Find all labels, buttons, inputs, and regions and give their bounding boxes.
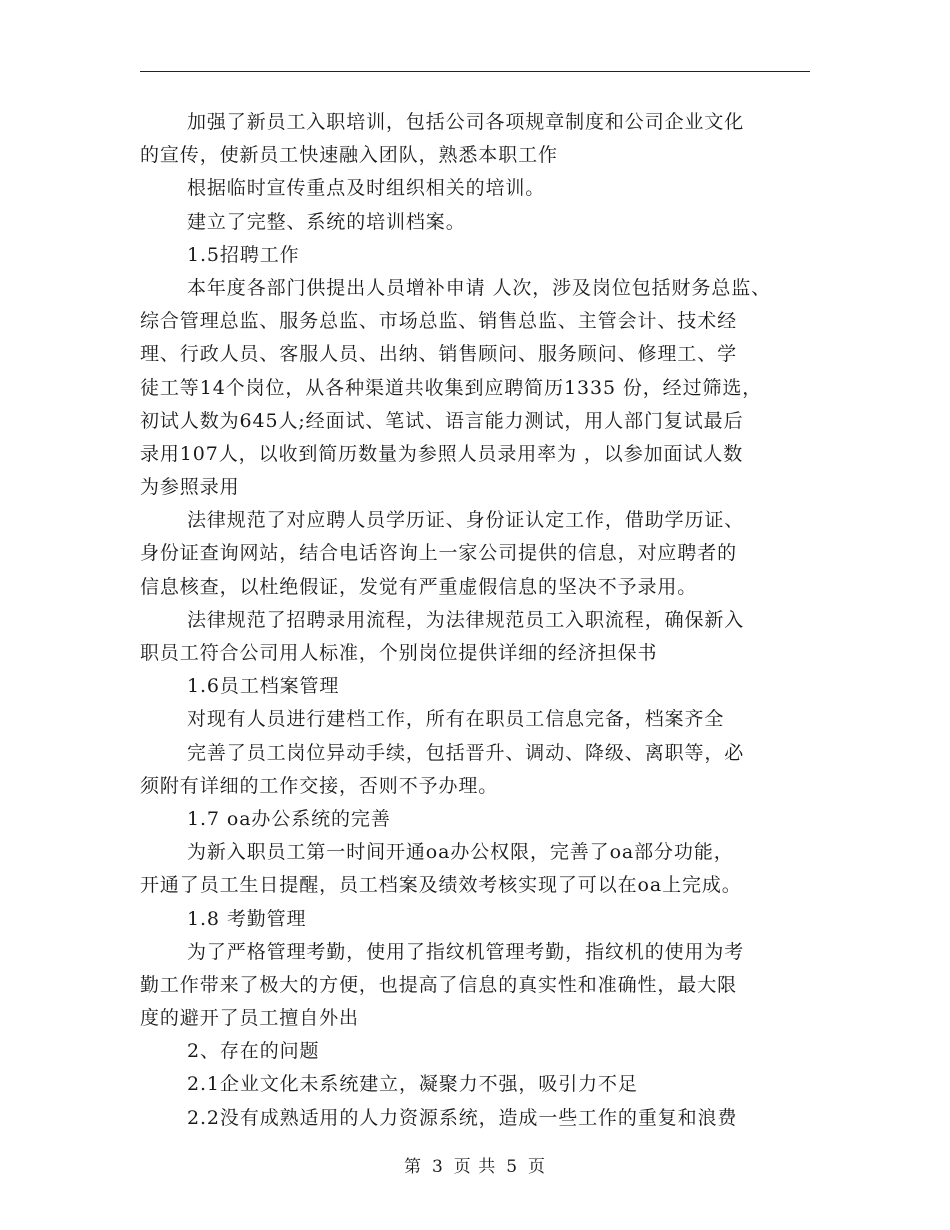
text-line: 1.7 oa办公系统的完善 xyxy=(187,807,391,830)
text-line: 综合管理总监、服务总监、市场总监、销售总监、主管会计、技术经 xyxy=(140,310,738,333)
text-line: 加强了新员工入职培训，包括公司各项规章制度和公司企业文化 xyxy=(187,111,745,133)
text-line: 法律规范了对应聘人员学历证、身份证认定工作，借助学历证、 xyxy=(187,509,745,532)
footer-mid: 页 共 xyxy=(453,1157,497,1177)
text-line: 徒工等14个岗位，从各种渠道共收集到应聘简历1335 份，经过筛选， xyxy=(140,376,763,399)
header-rule xyxy=(140,71,810,72)
page-footer xyxy=(0,1152,950,1177)
text-line: 1.5招聘工作 xyxy=(187,243,300,266)
text-line: 2.1企业文化未系统建立，凝聚力不强，吸引力不足 xyxy=(187,1073,638,1096)
footer-prefix: 第 xyxy=(403,1157,422,1177)
text-line: 初试人数为645人;经面试、笔试、语言能力测试，用人部门复试最后 xyxy=(140,409,744,432)
text-line: 的宣传，使新员工快速融入团队，熟悉本职工作 xyxy=(140,144,558,167)
text-line: 1.8 考勤管理 xyxy=(187,907,307,930)
footer-current-page: 3 xyxy=(431,1157,444,1177)
text-line: 为新入职员工第一时间开通oa办公权限，完善了oa部分功能， xyxy=(187,841,734,864)
footer-suffix: 页 xyxy=(528,1157,547,1177)
text-line: 开通了员工生日提醒，员工档案及绩效考核实现了可以在oa上完成。 xyxy=(140,874,742,897)
text-line: 为参照录用 xyxy=(140,476,240,499)
text-line: 根据临时宣传重点及时组织相关的培训。 xyxy=(187,177,546,200)
text-line: 度的避开了员工擅自外出 xyxy=(140,1007,359,1030)
text-line: 职员工符合公司用人标准，个别岗位提供详细的经济担保书 xyxy=(140,642,658,664)
text-line: 为了严格管理考勤，使用了指纹机管理考勤，指纹机的使用为考 xyxy=(187,940,745,963)
text-line: 完善了员工岗位异动手续，包括晋升、调动、降级、离职等，必 xyxy=(187,741,745,764)
text-line: 法律规范了招聘录用流程，为法律规范员工入职流程，确保新入 xyxy=(187,608,745,631)
footer-total-pages: 5 xyxy=(506,1157,519,1177)
text-line: 身份证查询网站，结合电话咨询上一家公司提供的信息，对应聘者的 xyxy=(140,542,738,565)
text-line: 勤工作带来了极大的方便，也提高了信息的真实性和准确性，最大限 xyxy=(140,973,738,996)
text-line: 2、存在的问题 xyxy=(187,1040,320,1063)
text-line: 1.6员工档案管理 xyxy=(187,675,340,698)
text-line: 本年度各部门供提出人员增补申请 人次，涉及岗位包括财务总监、 xyxy=(187,276,772,299)
text-line: 录用107人，以收到简历数量为参照人员录用率为 ，以参加面试人数 xyxy=(140,442,744,465)
text-line: 信息核查，以杜绝假证，发觉有严重虚假信息的坚决不予录用。 xyxy=(140,575,698,598)
document-body xyxy=(140,106,830,1135)
text-line: 对现有人员进行建档工作，所有在职员工信息完备，档案齐全 xyxy=(187,708,725,731)
text-line: 理、行政人员、客服人员、出纳、销售顾问、服务顾问、修理工、学 xyxy=(140,343,738,366)
text-line: 建立了完整、系统的培训档案。 xyxy=(187,210,466,233)
text-line: 2.2没有成熟适用的人力资源系统，造成一些工作的重复和浪费 xyxy=(187,1106,738,1129)
text-line: 须附有详细的工作交接，否则不予办理。 xyxy=(140,774,499,797)
